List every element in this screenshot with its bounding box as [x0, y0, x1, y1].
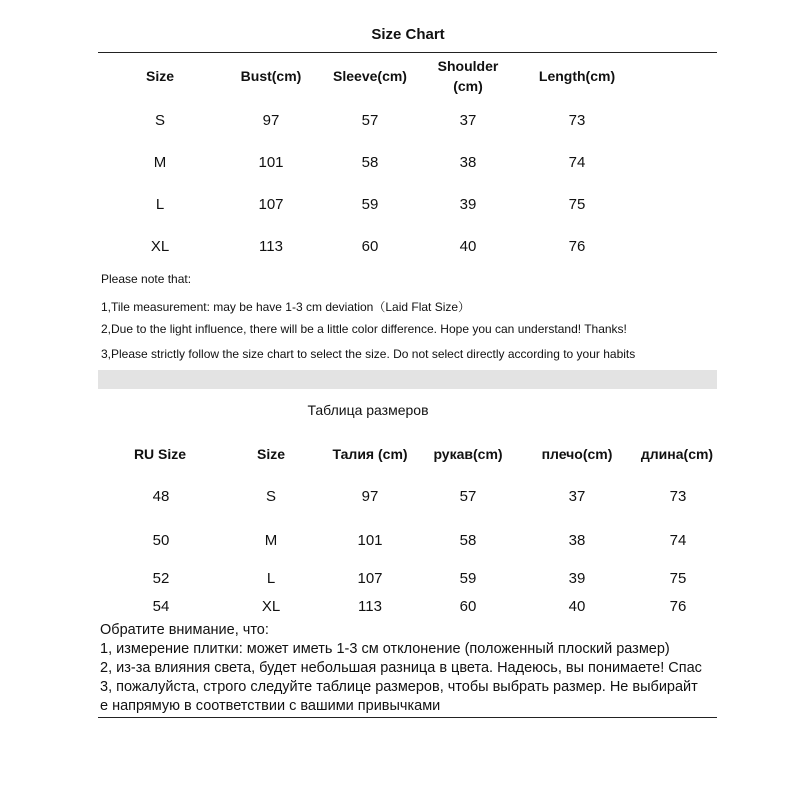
- cell-ru-size: 52: [152, 570, 170, 587]
- cell-length: 74: [568, 154, 586, 171]
- note-heading: Обратите внимание, что:: [100, 622, 269, 638]
- note-item: 3, пожалуйста, строго следуйте таблице размеров, чтобы выбрать размер. Не выбирайт: [100, 679, 698, 695]
- cell-size: M: [264, 532, 278, 549]
- cell-bust: 113: [259, 238, 283, 255]
- cell-shoulder: 38: [459, 154, 477, 171]
- header-waist: Талия (cm): [332, 446, 408, 462]
- header-shoulder-line2: (cm): [453, 78, 483, 94]
- note-heading: Please note that:: [101, 272, 192, 286]
- cell-length: 73: [568, 112, 586, 129]
- cell-bust: 107: [258, 196, 284, 213]
- cell-shoulder: 40: [568, 598, 586, 615]
- cell-sleeve: 59: [459, 570, 477, 587]
- header-shoulder-line1: Shoulder: [437, 58, 499, 74]
- cell-waist: 101: [357, 532, 383, 549]
- size-chart-title: Size Chart: [371, 26, 445, 43]
- note-item: 2, из-за влияния света, будет небольшая разница в цвета. Надеюсь, вы понимаете! Спас: [100, 660, 702, 676]
- note-item: 2,Due to the light influence, there will be a little color difference. Hope you can understand! Thanks!: [101, 322, 627, 336]
- russian-notes: [100, 621, 718, 716]
- cell-shoulder: 37: [568, 488, 586, 505]
- cell-shoulder: 38: [568, 532, 586, 549]
- cell-length: 74: [669, 532, 687, 549]
- header-shoulder: [438, 56, 499, 96]
- note-item: 1, измерение плитки: может иметь 1-3 см отклонение (положенный плоский размер): [100, 641, 670, 657]
- cell-size: S: [154, 112, 166, 129]
- cell-sleeve: 60: [361, 238, 379, 255]
- cell-ru-size: 54: [152, 598, 170, 615]
- cell-sleeve: 58: [459, 532, 477, 549]
- header-length: Length(cm): [538, 68, 616, 84]
- cell-length: 76: [568, 238, 586, 255]
- cell-size: S: [265, 488, 277, 505]
- cell-size: L: [155, 196, 165, 213]
- cell-shoulder: 39: [459, 196, 477, 213]
- header-shoulder: плечо(cm): [541, 446, 613, 462]
- cell-shoulder: 40: [459, 238, 477, 255]
- cell-length: 73: [669, 488, 687, 505]
- note-item: е напрямую в соответствии с вашими привычками: [100, 698, 441, 714]
- cell-bust: 101: [258, 154, 284, 171]
- cell-sleeve: 60: [459, 598, 477, 615]
- cell-length: 76: [669, 598, 687, 615]
- cell-waist: 107: [357, 570, 383, 587]
- note-item: 3,Please strictly follow the size chart to select the size. Do not select directly according to your habits: [101, 347, 636, 361]
- cell-size: XL: [261, 598, 281, 615]
- cell-length: 75: [568, 196, 586, 213]
- note-item: 1,Tile measurement: may be have 1-3 cm deviation（Laid Flat Size）: [101, 300, 471, 314]
- cell-sleeve: 58: [361, 154, 379, 171]
- cell-waist: 113: [358, 598, 382, 615]
- cell-length: 75: [669, 570, 687, 587]
- header-ru-size: RU Size: [133, 446, 187, 462]
- cell-sleeve: 57: [361, 112, 379, 129]
- header-size: Size: [145, 68, 175, 84]
- title-divider: [98, 52, 717, 53]
- section-separator: [98, 370, 717, 389]
- cell-bust: 97: [262, 112, 280, 129]
- cell-ru-size: 50: [152, 532, 170, 549]
- header-bust: Bust(cm): [240, 68, 302, 84]
- cell-size: L: [266, 570, 276, 587]
- header-sleeve: рукав(cm): [433, 446, 503, 462]
- cell-size: M: [153, 154, 167, 171]
- cell-size: XL: [150, 238, 170, 255]
- cell-waist: 97: [361, 488, 379, 505]
- cell-shoulder: 37: [459, 112, 477, 129]
- cell-sleeve: 59: [361, 196, 379, 213]
- cell-ru-size: 48: [152, 488, 170, 505]
- cell-sleeve: 57: [459, 488, 477, 505]
- header-sleeve: Sleeve(cm): [333, 68, 407, 84]
- bottom-divider: [98, 717, 717, 718]
- header-size: Size: [256, 446, 286, 462]
- russian-size-chart-title: Таблица размеров: [307, 402, 429, 418]
- header-length: длина(cm): [640, 446, 714, 462]
- cell-shoulder: 39: [568, 570, 586, 587]
